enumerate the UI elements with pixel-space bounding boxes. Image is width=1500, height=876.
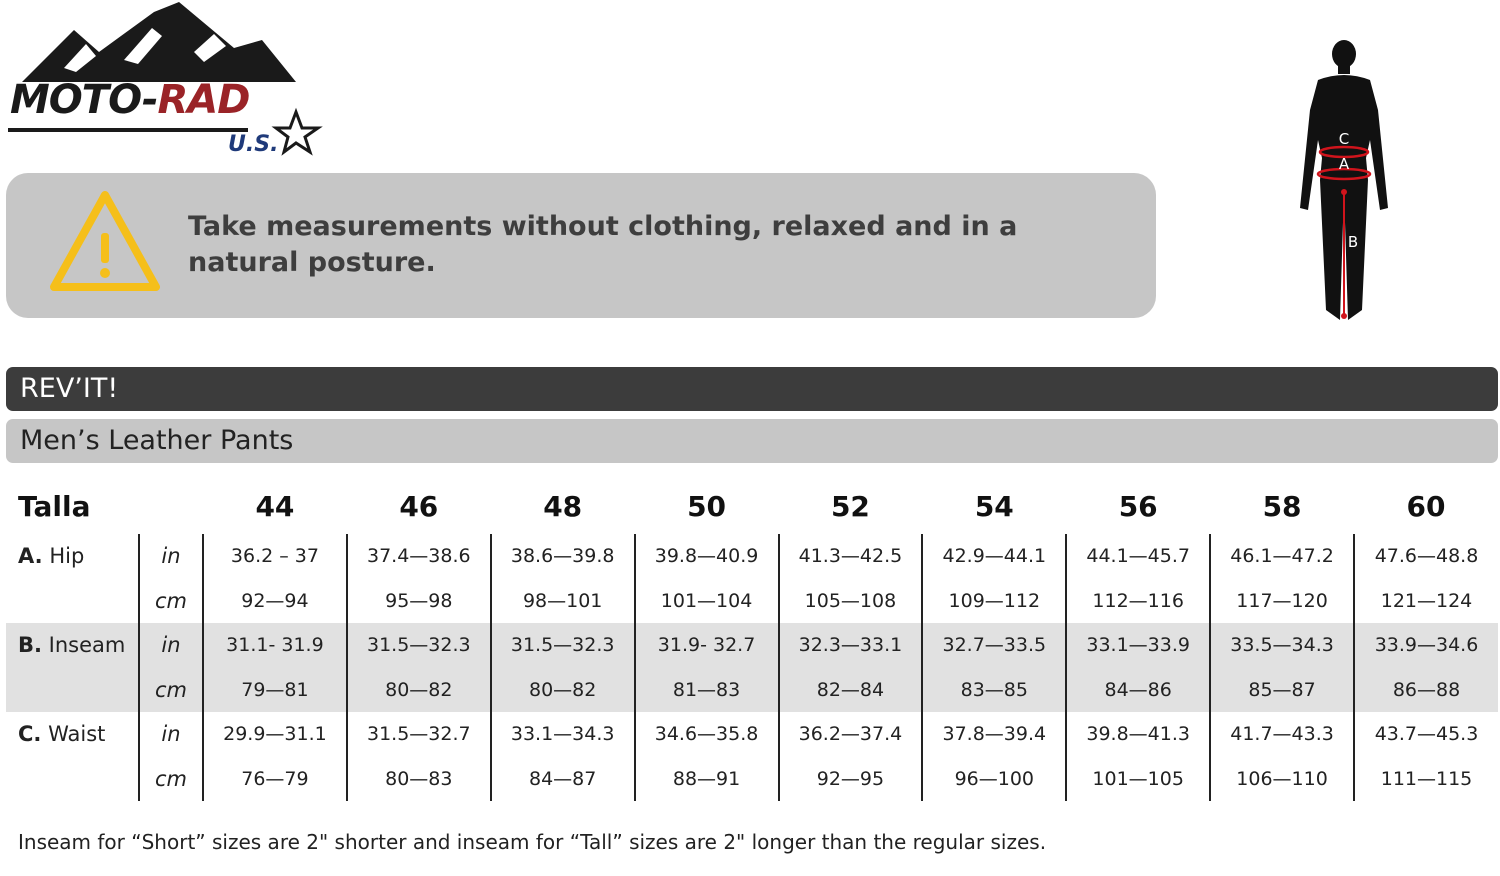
measurement-value: 111—115 bbox=[1354, 757, 1498, 802]
measurement-row bbox=[6, 757, 1498, 802]
measurement-value: 31.1- 31.9 bbox=[203, 623, 347, 668]
brand-bar bbox=[6, 367, 1498, 411]
measurement-value: 80—82 bbox=[347, 668, 491, 713]
measurement-value: 84—86 bbox=[1066, 668, 1210, 713]
measurement-value: 41.3—42.5 bbox=[779, 534, 923, 579]
size-header: 46 bbox=[399, 489, 439, 523]
unit-cell: in bbox=[139, 534, 203, 579]
product-bar bbox=[6, 419, 1498, 463]
measurement-row bbox=[6, 668, 1498, 713]
measurement-value: 33.1—33.9 bbox=[1066, 623, 1210, 668]
measurement-letter: A. bbox=[18, 544, 43, 568]
unit-cell: in bbox=[139, 712, 203, 757]
size-header-row bbox=[6, 478, 1498, 534]
measurement-label bbox=[6, 712, 139, 801]
measurement-row bbox=[6, 623, 1498, 668]
measurement-row bbox=[6, 712, 1498, 757]
size-header: 54 bbox=[974, 489, 1014, 523]
measurement-value: 101—105 bbox=[1066, 757, 1210, 802]
measurement-value: 39.8—41.3 bbox=[1066, 712, 1210, 757]
measurement-value: 92—95 bbox=[779, 757, 923, 802]
measurement-value: 33.5—34.3 bbox=[1210, 623, 1354, 668]
figure-label-a: A bbox=[1338, 155, 1350, 173]
measurement-label bbox=[6, 534, 139, 623]
measurement-value: 31.5—32.3 bbox=[491, 623, 635, 668]
measurement-value: 36.2—37.4 bbox=[779, 712, 923, 757]
size-header-label: Talla bbox=[18, 489, 91, 523]
brand-title: REV’IT! bbox=[20, 373, 119, 404]
measurement-value: 33.9—34.6 bbox=[1354, 623, 1498, 668]
figure-label-b: B bbox=[1347, 233, 1359, 251]
size-header: 52 bbox=[830, 489, 870, 523]
measurement-value: 29.9—31.1 bbox=[203, 712, 347, 757]
measurement-value: 41.7—43.3 bbox=[1210, 712, 1354, 757]
size-header: 58 bbox=[1262, 489, 1302, 523]
measurement-value: 32.3—33.1 bbox=[779, 623, 923, 668]
measurement-value: 121—124 bbox=[1354, 579, 1498, 624]
product-title: Men’s Leather Pants bbox=[20, 425, 294, 456]
measurement-value: 109—112 bbox=[922, 579, 1066, 624]
measurement-name: Hip bbox=[49, 544, 85, 568]
measurement-value: 31.5—32.3 bbox=[347, 623, 491, 668]
measurement-value: 47.6—48.8 bbox=[1354, 534, 1498, 579]
measurement-notice bbox=[6, 173, 1156, 318]
measurement-value: 88—91 bbox=[635, 757, 779, 802]
measurement-label bbox=[6, 623, 139, 712]
measurement-value: 33.1—34.3 bbox=[491, 712, 635, 757]
measurement-value: 81—83 bbox=[635, 668, 779, 713]
moto-rad-logo bbox=[4, 0, 324, 165]
body-silhouette-icon bbox=[1296, 40, 1392, 322]
size-header: 56 bbox=[1118, 489, 1158, 523]
measurement-value: 76—79 bbox=[203, 757, 347, 802]
measurement-value: 80—82 bbox=[491, 668, 635, 713]
measurement-value: 46.1—47.2 bbox=[1210, 534, 1354, 579]
measurement-value: 85—87 bbox=[1210, 668, 1354, 713]
measurement-value: 38.6—39.8 bbox=[491, 534, 635, 579]
measurement-value: 84—87 bbox=[491, 757, 635, 802]
unit-cell: cm bbox=[139, 579, 203, 624]
measurement-value: 39.8—40.9 bbox=[635, 534, 779, 579]
unit-cell: cm bbox=[139, 757, 203, 802]
measurement-value: 105—108 bbox=[779, 579, 923, 624]
measurement-name: Waist bbox=[48, 722, 106, 746]
measurement-value: 96—100 bbox=[922, 757, 1066, 802]
measurement-value: 117—120 bbox=[1210, 579, 1354, 624]
size-header: 60 bbox=[1406, 489, 1446, 523]
measurement-row bbox=[6, 579, 1498, 624]
measurement-value: 112—116 bbox=[1066, 579, 1210, 624]
measurement-row bbox=[6, 534, 1498, 579]
footnote: Inseam for “Short” sizes are 2" shorter and inseam for “Tall” sizes are 2" longer than the regular sizes. bbox=[18, 830, 1047, 854]
logo-wordmark: MOTO-RAD bbox=[10, 77, 250, 123]
measurement-letter: C. bbox=[18, 722, 42, 746]
measurement-value: 42.9—44.1 bbox=[922, 534, 1066, 579]
logo-subtitle: U.S. bbox=[228, 132, 279, 157]
unit-cell: in bbox=[139, 623, 203, 668]
measurement-value: 79—81 bbox=[203, 668, 347, 713]
notice-text: Take measurements without clothing, relaxed and in a natural posture. bbox=[188, 211, 1018, 278]
measurement-value: 31.9- 32.7 bbox=[635, 623, 779, 668]
measurement-value: 106—110 bbox=[1210, 757, 1354, 802]
warning-triangle-icon bbox=[46, 187, 164, 295]
measurement-value: 98—101 bbox=[491, 579, 635, 624]
measurement-value: 92—94 bbox=[203, 579, 347, 624]
measurement-value: 31.5—32.7 bbox=[347, 712, 491, 757]
figure-label-c: C bbox=[1338, 130, 1350, 148]
size-header: 44 bbox=[255, 489, 295, 523]
measurement-value: 36.2 – 37 bbox=[203, 534, 347, 579]
measurement-name: Inseam bbox=[48, 633, 126, 657]
measurement-value: 44.1—45.7 bbox=[1066, 534, 1210, 579]
size-chart-table bbox=[6, 478, 1498, 801]
size-header: 48 bbox=[543, 489, 583, 523]
measurement-value: 43.7—45.3 bbox=[1354, 712, 1498, 757]
measurement-value: 86—88 bbox=[1354, 668, 1498, 713]
measurement-value: 95—98 bbox=[347, 579, 491, 624]
unit-header bbox=[139, 478, 203, 534]
measurement-value: 37.8—39.4 bbox=[922, 712, 1066, 757]
unit-cell: cm bbox=[139, 668, 203, 713]
measurement-value: 32.7—33.5 bbox=[922, 623, 1066, 668]
measurement-letter: B. bbox=[18, 633, 42, 657]
measurement-value: 37.4—38.6 bbox=[347, 534, 491, 579]
measurement-value: 80—83 bbox=[347, 757, 491, 802]
measurement-value: 83—85 bbox=[922, 668, 1066, 713]
measurement-value: 34.6—35.8 bbox=[635, 712, 779, 757]
measurement-value: 82—84 bbox=[779, 668, 923, 713]
size-header: 50 bbox=[687, 489, 727, 523]
measurement-value: 101—104 bbox=[635, 579, 779, 624]
